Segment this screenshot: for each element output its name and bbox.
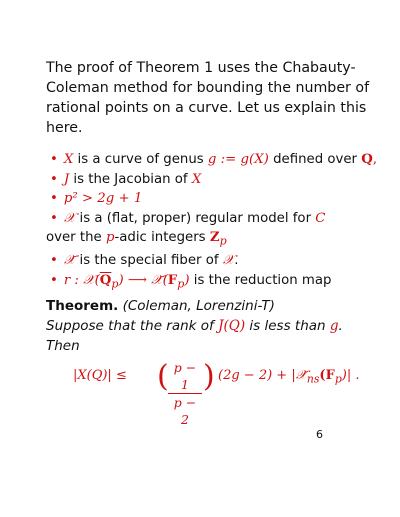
formula-rhs [218, 368, 359, 386]
math-F: F [167, 272, 178, 288]
formula-lhs: |X(Q)| ≤ [73, 368, 127, 383]
theorem-text: . [338, 318, 343, 334]
math-C: C [315, 210, 326, 226]
right-paren: ) [203, 359, 215, 394]
math-model: 𝒳 [63, 210, 76, 226]
bullet-special-fiber [50, 251, 395, 271]
formula-subscript-ns: ns [306, 372, 320, 386]
math-genus: g := g(X) [207, 152, 269, 167]
math-p: p [105, 230, 115, 245]
formula-end: )| . [341, 368, 360, 383]
bullet-icon: • [50, 191, 58, 206]
bullet-reduction-map [50, 271, 395, 294]
formula-F: (F [319, 368, 335, 383]
bullet-model [50, 209, 395, 229]
bullet-icon: • [50, 152, 58, 167]
math-subscript-p: p [219, 234, 227, 248]
bullet-text: is the Jacobian of [69, 171, 192, 187]
math-model: 𝒳 [222, 253, 235, 269]
intro-paragraph: The proof of Theorem 1 uses the Chabauty-Coleman method for bounding the number of rational points on a curve. Let us explain this here. [46, 60, 370, 136]
theorem-label: Theorem. [46, 298, 119, 314]
bullet-text: over the [46, 230, 106, 245]
math-X: X [63, 152, 74, 167]
bullet-text: is a (flat, proper) regular model for [75, 210, 316, 226]
bullet-jacobian [50, 170, 395, 190]
definition-list [46, 150, 395, 294]
math-Q: $\overline{Q}$ [99, 272, 112, 288]
bullet-text: . [234, 253, 239, 269]
bullet-inequality [50, 189, 395, 209]
theorem-then: Then [46, 338, 80, 354]
fraction-denominator: p − 2 [173, 395, 197, 427]
theorem-block [46, 296, 386, 356]
left-paren: ( [157, 359, 169, 394]
theorem-attribution: (Coleman, Lorenzini-T) [122, 298, 275, 314]
math-map-start: r : 𝒳( [63, 272, 100, 288]
bullet-model-continued [46, 228, 395, 251]
math-comma: , [372, 152, 378, 167]
math-Z: Z [209, 230, 220, 245]
math-Q: Q [361, 152, 373, 167]
bullet-text: is a curve of genus [73, 152, 208, 167]
math-subscript-p: p [111, 277, 119, 291]
bullet-icon: • [50, 171, 58, 187]
bullet-text: is the special fiber of [75, 253, 223, 269]
math-map-arrow: ) ⟶ 𝒳̄( [118, 272, 168, 288]
math-paren: ) [184, 272, 190, 288]
math-g: g [329, 318, 339, 334]
theorem-statement [46, 316, 386, 336]
math-X: X [191, 171, 202, 187]
formula-subscript-p: p [334, 372, 342, 386]
math-J: J [63, 171, 70, 187]
math-inequality: p² > 2g + 1 [63, 191, 143, 206]
page-number: 6 [316, 428, 323, 441]
bullet-text: -adic integers [114, 230, 210, 245]
bullet-icon: • [50, 253, 58, 269]
theorem-text: is less than [245, 318, 330, 334]
math-JQ: J(Q) [218, 318, 246, 334]
bullet-text: defined over [268, 152, 362, 167]
fraction-numerator: p − 1 [168, 359, 202, 394]
formula-fraction [168, 359, 202, 428]
bullet-curve [50, 150, 395, 170]
math-subscript-p: p [177, 277, 185, 291]
math-special-fiber: 𝒳̄ [63, 253, 76, 269]
formula-rhs-main: (2g − 2) + |𝒳̄ [218, 368, 307, 383]
theorem-text: Suppose that the rank of [46, 318, 219, 334]
theorem-heading [46, 296, 386, 316]
bound-formula [73, 356, 373, 427]
bullet-icon: • [50, 210, 58, 226]
bullet-text: is the reduction map [189, 272, 332, 288]
bullet-icon: • [50, 272, 58, 288]
